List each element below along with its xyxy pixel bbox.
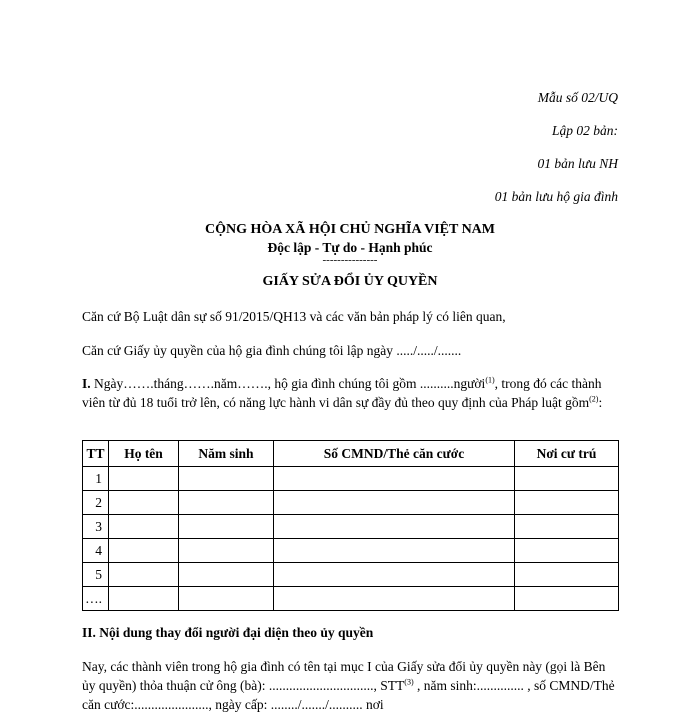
name-cell [109,467,179,491]
birth-year-cell [179,491,274,515]
footnote-ref-3: (3) [404,677,414,687]
name-cell [109,491,179,515]
row-number: 2 [83,491,109,515]
birth-year-cell [179,563,274,587]
table-row [83,539,619,563]
col-header-tt: TT [83,441,109,467]
id-number-cell [274,539,515,563]
birth-year-cell [179,539,274,563]
col-header-name: Họ tên [109,441,179,467]
section-2-text-b: , năm sinh:.............. , số CMND/Thẻ căn cước:......................, ngày cấp: ......../......./.......... nơi [82,678,615,712]
table-row [83,563,619,587]
name-cell [109,563,179,587]
footnote-ref-2: (2) [589,394,599,404]
residence-cell [515,467,619,491]
form-number: Mẫu số 02/UQ [537,90,618,105]
section-1-text-c: : [598,395,603,410]
table-row [83,467,619,491]
row-number: 5 [83,563,109,587]
name-cell [109,539,179,563]
residence-cell [515,515,619,539]
copy-bank: 01 bản lưu NH [537,156,618,171]
residence-cell [515,587,619,611]
name-cell [109,587,179,611]
name-cell [109,515,179,539]
table-header-row [83,441,619,467]
row-number: 3 [83,515,109,539]
birth-year-cell [179,515,274,539]
footnote-ref-1: (1) [485,375,495,385]
section-1-label: I. [82,376,91,391]
section-1-text-b: , trong đó các thành viên từ đủ 18 tuổi trở lên, có năng lực hành vi dân sự đầy đủ theo quy định của Pháp luật gồm [82,376,602,410]
birth-year-cell [179,467,274,491]
row-number: …. [83,587,109,611]
copy-household: 01 bản lưu hộ gia đình [494,189,618,204]
section-2-heading: II. Nội dung thay đổi người đại diện theo ủy quyền [82,625,374,640]
table-row [83,587,619,611]
residence-cell [515,491,619,515]
document-title: GIẤY SỬA ĐỔI ỦY QUYỀN [262,274,438,289]
id-number-cell [274,587,515,611]
section-2-text-a: Nay, các thành viên trong hộ gia đình có tên tại mục I của Giấy sửa đổi ủy quyền này (gọi là Bên ủy quyền) thỏa thuận cử ông (bà): ..............................., STT [82,659,606,693]
col-header-id-number: Số CMND/Thẻ căn cước [274,441,515,467]
id-number-cell [274,491,515,515]
row-number: 1 [83,467,109,491]
row-number: 4 [83,539,109,563]
country-name: CỘNG HÒA XÃ HỘI CHỦ NGHĨA VIỆT NAM [204,222,495,237]
id-number-cell [274,467,515,491]
col-header-birth-year: Năm sinh [179,441,274,467]
national-motto: Độc lập - Tự do - Hạnh phúc [267,240,433,255]
birth-year-cell [179,587,274,611]
table-row [83,515,619,539]
residence-cell [515,539,619,563]
col-header-residence: Nơi cư trú [515,441,619,467]
id-number-cell [274,563,515,587]
section-1-paragraph [82,374,618,412]
residence-cell [515,563,619,587]
legal-basis-law: Căn cứ Bộ Luật dân sự số 91/2015/QH13 và các văn bản pháp lý có liên quan, [82,309,506,324]
legal-basis-authorization: Căn cứ Giấy ủy quyền của hộ gia đình chúng tôi lập ngày ...../...../....... [82,343,462,358]
table-row [83,491,619,515]
section-2-paragraph [82,657,618,714]
title-divider: --------------- [322,254,378,266]
id-number-cell [274,515,515,539]
members-table [82,440,619,611]
copies-label: Lập 02 bản: [551,123,618,138]
section-1-text-a: Ngày…….tháng…….năm……., hộ gia đình chúng tôi gồm ..........người [90,376,486,391]
